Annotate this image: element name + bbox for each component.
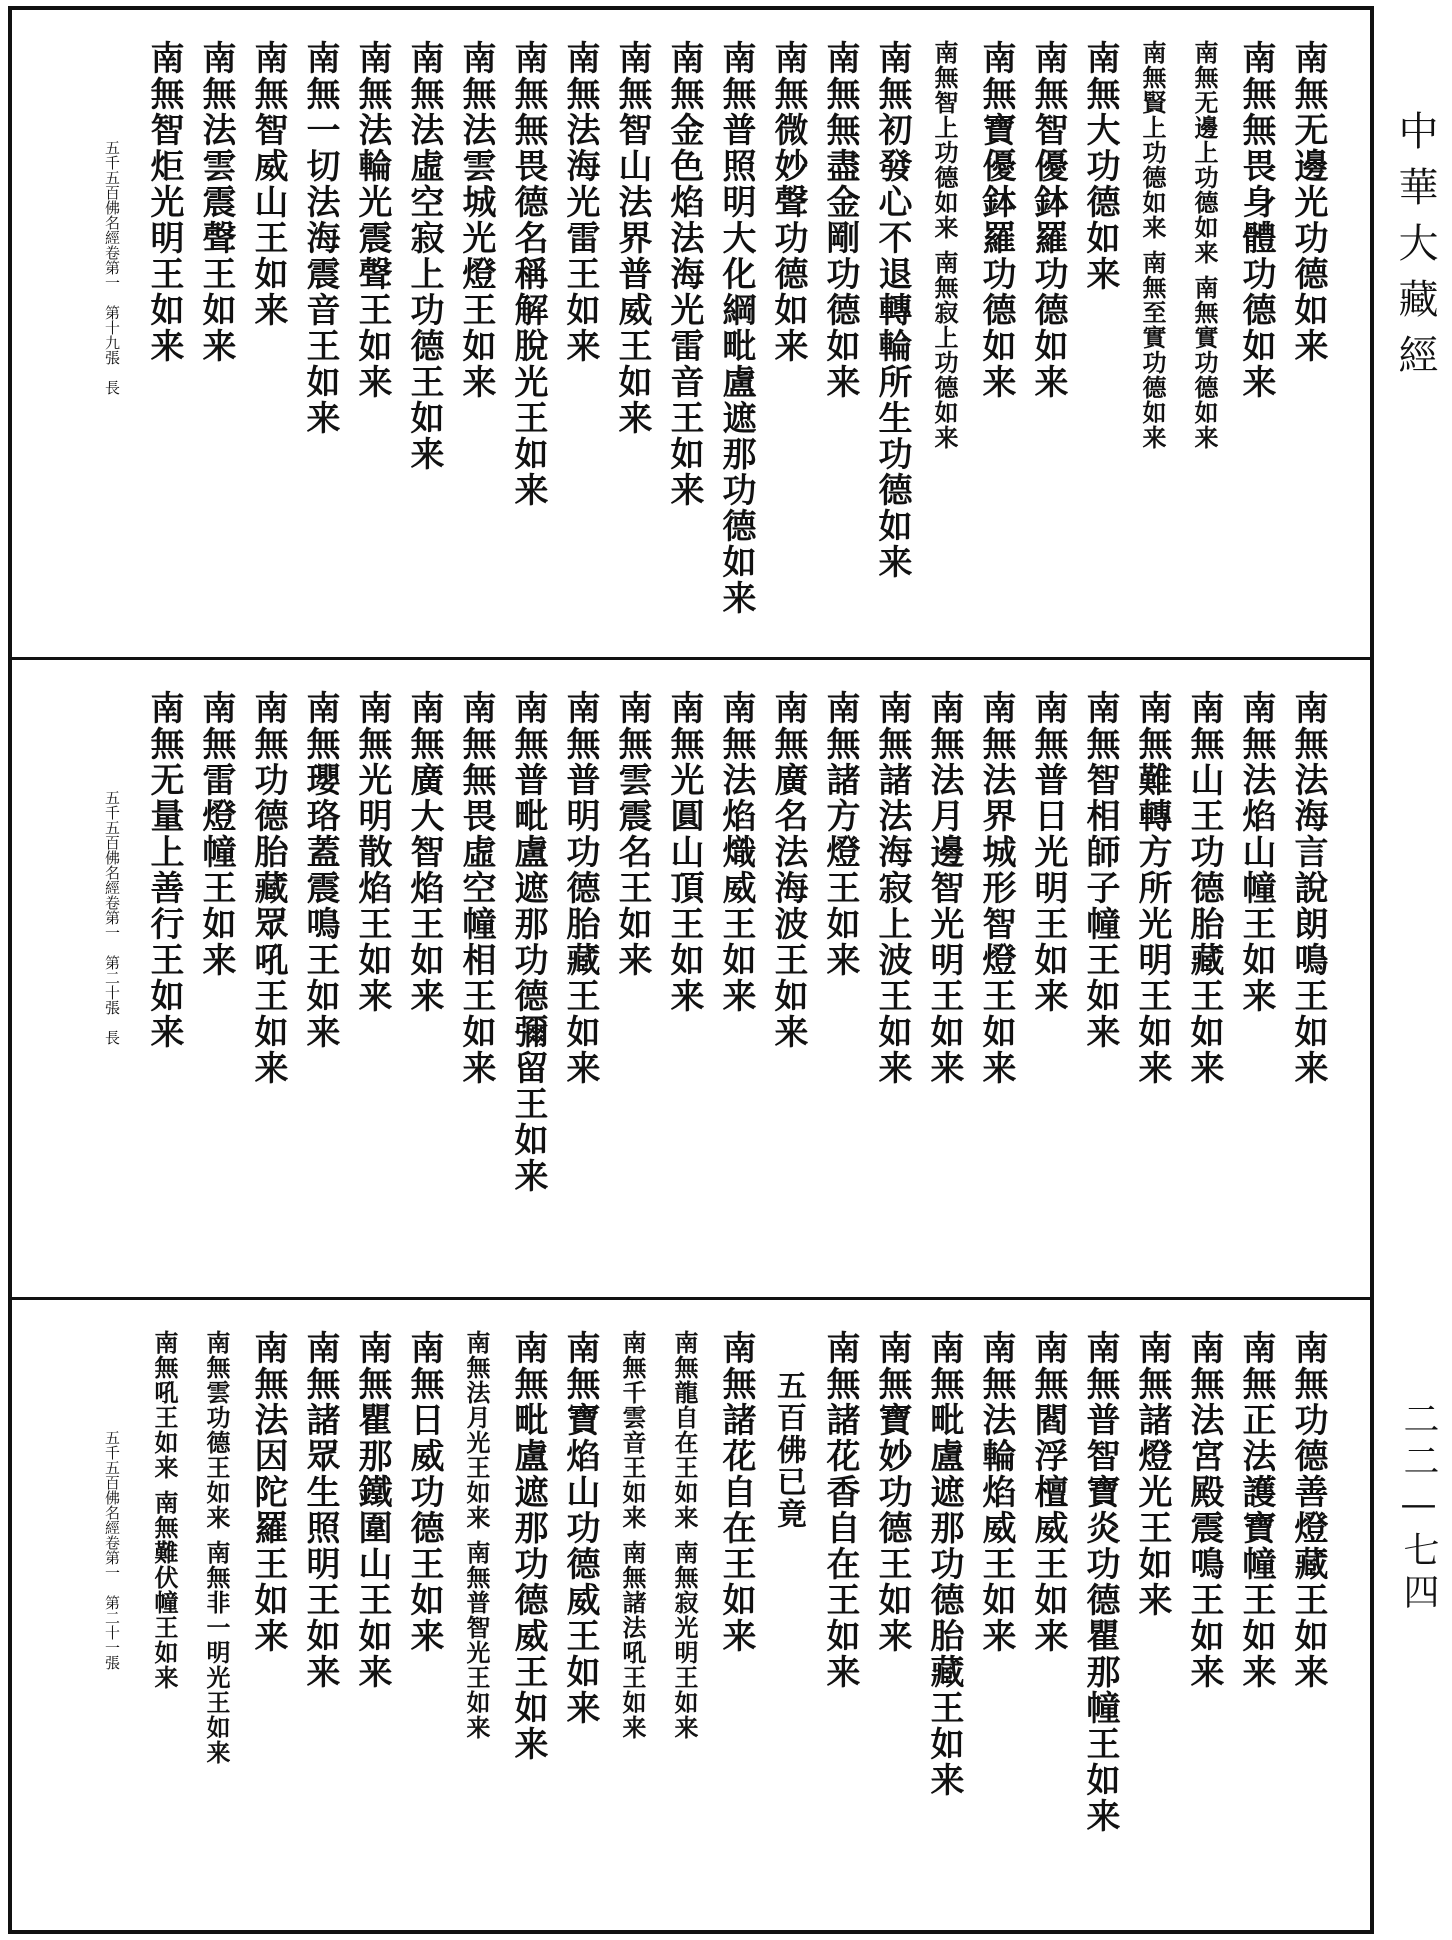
text-column xyxy=(658,40,710,647)
buddha-name: 南無功德胎藏眾吼王如来 xyxy=(248,690,288,1086)
buddha-name: 南無毗盧遮那功德威王如来 xyxy=(508,1330,548,1762)
buddha-name: 南無无邊上功德如来 xyxy=(1190,40,1219,265)
buddha-name: 南無諸法吼王如来 xyxy=(618,1540,647,1740)
text-column xyxy=(502,690,554,1287)
buddha-name: 南無智相師子幢王如来 xyxy=(1080,690,1120,1050)
buddha-name: 南無諸花香自在王如来 xyxy=(820,1330,860,1690)
buddha-name: 南無无邊光功德如来 xyxy=(1288,40,1328,364)
sheet-footer-text: 五千五百佛名經卷第一 第二十一張 xyxy=(103,1430,121,1670)
buddha-name: 南無法月光王如来 xyxy=(462,1330,491,1530)
text-column xyxy=(710,690,762,1287)
text-column xyxy=(190,690,242,1287)
text-column xyxy=(918,40,970,647)
buddha-name: 南無難伏幢王如来 xyxy=(150,1490,179,1690)
text-column xyxy=(138,690,190,1287)
text-column xyxy=(502,40,554,647)
text-column xyxy=(1178,1330,1230,1920)
text-column xyxy=(294,690,346,1287)
text-column xyxy=(242,40,294,647)
buddha-name: 南無功德善燈藏王如来 xyxy=(1288,1330,1328,1690)
buddha-name: 南無金色焰法海光雷音王如来 xyxy=(664,40,704,508)
text-column xyxy=(1282,1330,1334,1920)
text-column xyxy=(658,1330,710,1920)
text-column xyxy=(1074,40,1126,647)
text-column xyxy=(554,1330,606,1920)
text-column xyxy=(398,1330,450,1920)
text-column xyxy=(970,1330,1022,1920)
buddha-name: 南無日威功德王如来 xyxy=(404,1330,444,1654)
sutra-panel-3 xyxy=(12,1300,1370,1930)
buddha-name: 南無千雲音王如来 xyxy=(618,1330,647,1530)
buddha-name: 南無普智光王如来 xyxy=(462,1540,491,1740)
text-column xyxy=(1074,690,1126,1287)
sutra-panel-2 xyxy=(12,660,1370,1300)
sheet-footer-text: 五千五百佛名經卷第一 第十九張 長 xyxy=(103,140,121,395)
buddha-name: 南無無畏德名稱解脫光王如来 xyxy=(508,40,548,508)
buddha-name: 南無諸方燈王如来 xyxy=(820,690,860,978)
text-column xyxy=(866,40,918,647)
text-column xyxy=(918,690,970,1287)
text-column xyxy=(606,40,658,647)
buddha-name: 南無一切法海震音王如来 xyxy=(300,40,340,436)
text-column xyxy=(814,690,866,1287)
buddha-name: 南無光明散焰王如来 xyxy=(352,690,392,1014)
text-column xyxy=(190,40,242,647)
buddha-name: 南無廣名法海波王如来 xyxy=(768,690,808,1050)
buddha-name: 南無諸法海寂上波王如来 xyxy=(872,690,912,1086)
text-column xyxy=(814,40,866,647)
text-column xyxy=(1022,40,1074,647)
text-column xyxy=(138,40,190,647)
text-column xyxy=(554,690,606,1287)
text-column xyxy=(450,1330,502,1920)
buddha-name: 南無龍自在王如来 xyxy=(670,1330,699,1530)
buddha-name: 南無法海光雷王如来 xyxy=(560,40,600,364)
text-column xyxy=(1230,690,1282,1287)
text-column xyxy=(866,1330,918,1920)
buddha-name: 南無吼王如来 xyxy=(150,1330,179,1480)
column-group xyxy=(42,1330,1334,1920)
buddha-name: 南無閻浮檀威王如来 xyxy=(1028,1330,1068,1654)
buddha-name: 南無瞿那鐵圍山王如来 xyxy=(352,1330,392,1690)
text-column xyxy=(762,1330,814,1920)
buddha-name: 南無寂光明王如来 xyxy=(670,1540,699,1740)
buddha-name: 南無山王功德胎藏王如来 xyxy=(1184,690,1224,1086)
buddha-name: 南無瓔珞蓋震鳴王如来 xyxy=(300,690,340,1050)
buddha-name: 南無无量上善行王如来 xyxy=(144,690,184,1050)
text-column xyxy=(970,690,1022,1287)
text-column xyxy=(450,690,502,1287)
text-column xyxy=(1178,40,1230,647)
text-column xyxy=(1230,40,1282,647)
buddha-name: 南無法輪光震聲王如来 xyxy=(352,40,392,400)
text-column xyxy=(1022,690,1074,1287)
buddha-name: 南無雲功德王如来 xyxy=(202,1330,231,1530)
buddha-name: 南無法界城形智燈王如来 xyxy=(976,690,1016,1086)
text-column xyxy=(658,690,710,1287)
buddha-name: 南無法宮殿震鳴王如来 xyxy=(1184,1330,1224,1690)
buddha-name: 南無毗盧遮那功德胎藏王如来 xyxy=(924,1330,964,1798)
text-column xyxy=(970,40,1022,647)
buddha-name: 南無無畏身體功德如来 xyxy=(1236,40,1276,400)
text-column xyxy=(450,40,502,647)
text-column xyxy=(606,1330,658,1920)
buddha-name: 南無諸花自在王如来 xyxy=(716,1330,756,1654)
text-column xyxy=(398,40,450,647)
text-column xyxy=(710,1330,762,1920)
buddha-name: 南無難轉方所光明王如来 xyxy=(1132,690,1172,1086)
text-column xyxy=(398,690,450,1287)
buddha-name: 南無普智寶炎功德瞿那幢王如来 xyxy=(1080,1330,1120,1834)
text-column xyxy=(1126,40,1178,647)
buddha-name: 南無非一明光王如来 xyxy=(202,1540,231,1765)
text-column xyxy=(554,40,606,647)
buddha-name: 南無法雲城光燈王如来 xyxy=(456,40,496,400)
column-group xyxy=(42,690,1334,1287)
text-column xyxy=(1282,40,1334,647)
buddha-name: 南無法焰山幢王如来 xyxy=(1236,690,1276,1014)
text-column xyxy=(606,690,658,1287)
buddha-name: 南無智上功德如来 xyxy=(930,40,959,240)
text-column xyxy=(242,690,294,1287)
sheet-footer-text: 五千五百佛名經卷第一 第二十張 長 xyxy=(103,790,121,1045)
buddha-name: 南無法雲震聲王如来 xyxy=(196,40,236,364)
buddha-name: 南無至實功德如来 xyxy=(1138,250,1167,450)
text-column xyxy=(866,690,918,1287)
sheet-footer xyxy=(86,1330,138,1920)
buddha-name: 南無大功德如来 xyxy=(1080,40,1120,292)
buddha-name: 南無寶妙功德王如来 xyxy=(872,1330,912,1654)
text-column xyxy=(1126,690,1178,1287)
text-column xyxy=(710,40,762,647)
buddha-name: 南無廣大智焰王如来 xyxy=(404,690,444,1014)
buddha-name: 南無無盡金剛功德如来 xyxy=(820,40,860,400)
page-number: 二二—七四 xyxy=(1398,1400,1439,1615)
text-column xyxy=(346,40,398,647)
page-frame xyxy=(8,6,1374,1934)
buddha-name: 南無無畏虛空幢相王如来 xyxy=(456,690,496,1086)
buddha-name: 南無寶焰山功德威王如来 xyxy=(560,1330,600,1726)
buddha-name: 南無微妙聲功德如来 xyxy=(768,40,808,364)
text-column xyxy=(294,40,346,647)
text-column xyxy=(762,690,814,1287)
buddha-name: 南無法因陀羅王如来 xyxy=(248,1330,288,1654)
text-column xyxy=(346,690,398,1287)
text-column xyxy=(502,1330,554,1920)
buddha-name: 南無普明功德胎藏王如来 xyxy=(560,690,600,1086)
collection-title: 中華大藏經 xyxy=(1392,110,1438,390)
buddha-name: 南無光圓山頂王如来 xyxy=(664,690,704,1014)
buddha-name: 南無普日光明王如来 xyxy=(1028,690,1068,1014)
sheet-footer xyxy=(86,690,138,1287)
text-column xyxy=(762,40,814,647)
buddha-name: 南無法月邊智光明王如来 xyxy=(924,690,964,1086)
buddha-name: 南無諸燈光王如来 xyxy=(1132,1330,1172,1618)
buddha-name: 南無法輪焰威王如来 xyxy=(976,1330,1016,1654)
buddha-name: 南無正法護寶幢王如来 xyxy=(1236,1330,1276,1690)
text-column xyxy=(346,1330,398,1920)
buddha-name: 南無智炬光明王如来 xyxy=(144,40,184,364)
buddha-name: 南無智威山王如来 xyxy=(248,40,288,328)
buddha-name: 南無智山法界普威王如来 xyxy=(612,40,652,436)
buddha-name: 南無普照明大化綱毗盧遮那功德如来 xyxy=(716,40,756,616)
buddha-name: 南無法焰熾威王如来 xyxy=(716,690,756,1014)
text-column xyxy=(1126,1330,1178,1920)
text-column xyxy=(814,1330,866,1920)
buddha-name: 五百佛已竟 xyxy=(771,1370,806,1530)
sutra-panel-1 xyxy=(12,10,1370,660)
text-column xyxy=(1074,1330,1126,1920)
text-column xyxy=(1282,690,1334,1287)
buddha-name: 南無寶優鉢羅功德如来 xyxy=(976,40,1016,400)
text-column xyxy=(294,1330,346,1920)
buddha-name: 南無諸眾生照明王如来 xyxy=(300,1330,340,1690)
buddha-name: 南無寂上功德如来 xyxy=(930,250,959,450)
text-column xyxy=(138,1330,190,1920)
text-column xyxy=(918,1330,970,1920)
buddha-name: 南無普毗盧遮那功德彌留王如来 xyxy=(508,690,548,1194)
sheet-footer xyxy=(86,40,138,647)
text-column xyxy=(190,1330,242,1920)
text-column xyxy=(1022,1330,1074,1920)
text-column xyxy=(1230,1330,1282,1920)
text-column xyxy=(1178,690,1230,1287)
column-group xyxy=(42,40,1334,647)
text-column xyxy=(242,1330,294,1920)
buddha-name: 南無雲震名王如来 xyxy=(612,690,652,978)
buddha-name: 南無法海言說朗鳴王如来 xyxy=(1288,690,1328,1086)
buddha-name: 南無賢上功德如来 xyxy=(1138,40,1167,240)
buddha-name: 南無法虛空寂上功德王如来 xyxy=(404,40,444,472)
buddha-name: 南無智優鉢羅功德如来 xyxy=(1028,40,1068,400)
buddha-name: 南無雷燈幢王如来 xyxy=(196,690,236,978)
buddha-name: 南無初發心不退轉輪所生功德如来 xyxy=(872,40,912,580)
buddha-name: 南無實功德如来 xyxy=(1190,275,1219,450)
